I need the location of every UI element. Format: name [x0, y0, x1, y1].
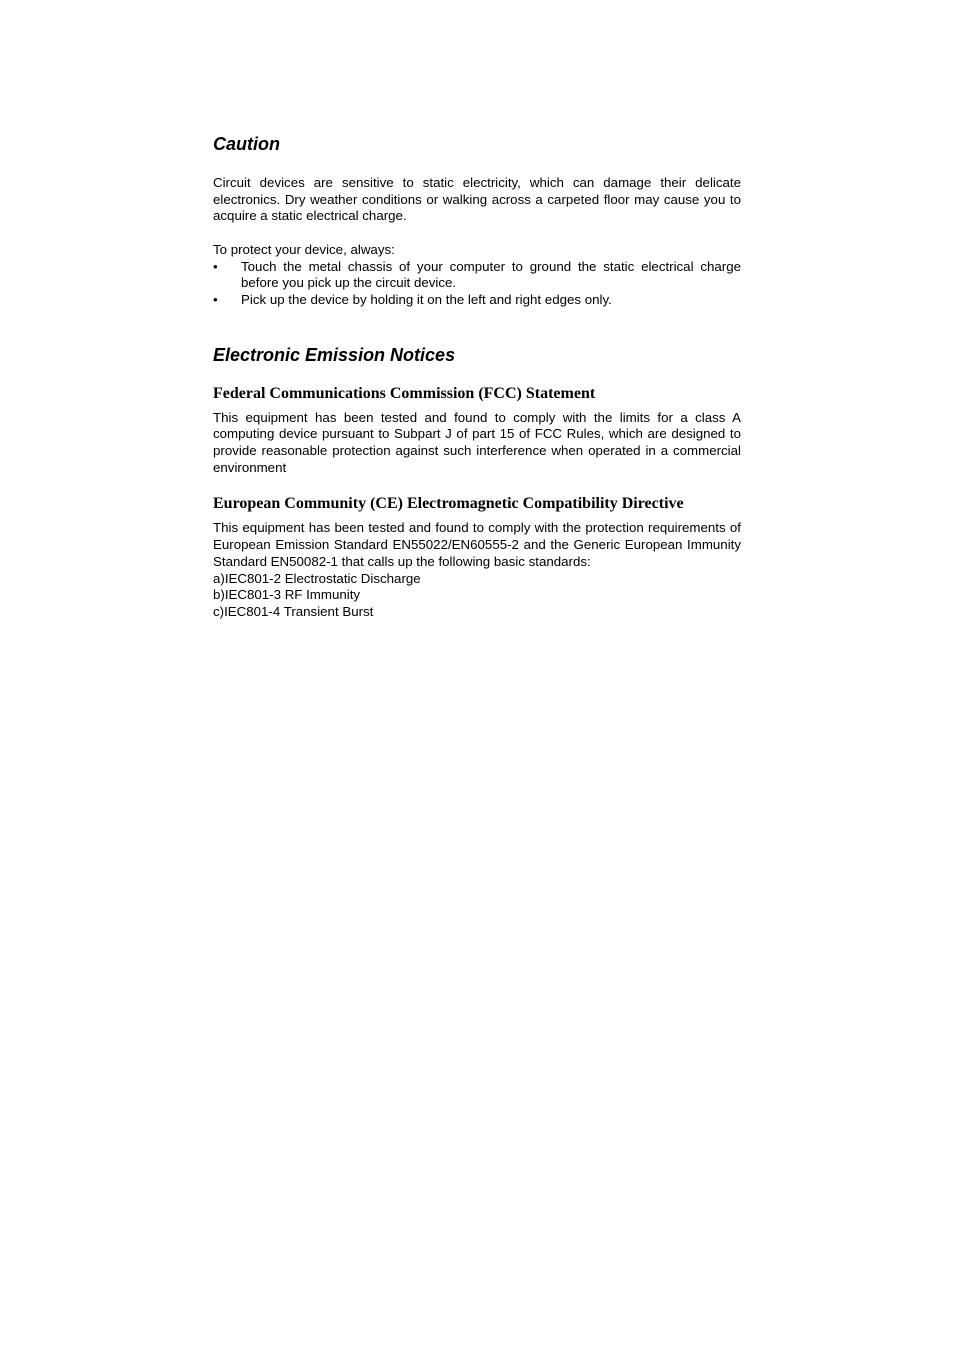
bullet-icon: • — [213, 291, 218, 307]
list-item-text: Pick up the device by holding it on the left and right edges only. — [241, 291, 612, 307]
protect-intro: To protect your device, always: — [213, 241, 395, 257]
fcc-heading: Federal Communications Commission (FCC) Statement — [213, 384, 596, 402]
standard-item: a)IEC801-2 Electrostatic Discharge — [213, 570, 421, 586]
ce-paragraph: This equipment has been tested and found to comply with the protection requirements of European Emission Standard EN55022/EN60555-2 and the Generic European Immunity Standard EN50082-1 that calls up the following basic standards: — [213, 520, 741, 569]
ce-heading: European Community (CE) Electromagnetic Compatibility Directive — [213, 495, 684, 513]
list-item — [213, 292, 741, 309]
document-page — [213, 133, 741, 621]
emission-heading: Electronic Emission Notices — [213, 344, 456, 365]
bullet-icon: • — [213, 258, 218, 274]
caution-heading: Caution — [213, 134, 280, 154]
standard-item: c)IEC801-4 Transient Burst — [213, 603, 374, 619]
protection-list — [213, 259, 741, 309]
fcc-paragraph: This equipment has been tested and found to comply with the limits for a class A computing device pursuant to Subpart J of part 15 of FCC Rules, which are designed to provide reasonable protection against such interference when operated in a commercial environment — [213, 409, 741, 475]
list-item — [213, 259, 741, 292]
standard-item: b)IEC801-3 RF Immunity — [213, 587, 361, 603]
caution-paragraph: Circuit devices are sensitive to static electricity, which can damage their delicate electronics. Dry weather conditions or walking across a carpeted floor may cause you to acquire a static electrical charge. — [213, 175, 741, 224]
list-item-text: Touch the metal chassis of your computer to ground the static electrical charge before you pick up the circuit device. — [241, 258, 741, 291]
